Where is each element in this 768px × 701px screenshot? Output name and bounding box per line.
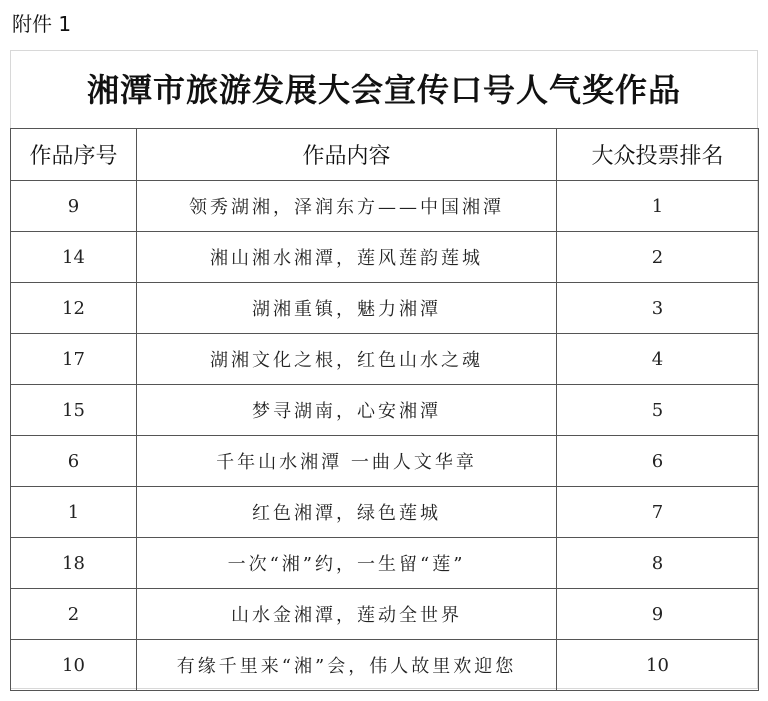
- table-row: [11, 232, 759, 283]
- cell-work-content: 湖湘文化之根，红色山水之魂: [137, 334, 557, 385]
- cell-work-number: 14: [11, 232, 137, 283]
- table-row: [11, 436, 759, 487]
- table-header-row: [11, 129, 759, 181]
- table-row: [11, 487, 759, 538]
- cell-work-content: 一次“湘”约，一生留“莲”: [137, 538, 557, 589]
- cell-vote-rank: 8: [557, 538, 759, 589]
- cell-vote-rank: 5: [557, 385, 759, 436]
- table-row: [11, 283, 759, 334]
- table-row: [11, 181, 759, 232]
- cell-vote-rank: 9: [557, 589, 759, 640]
- table-row: [11, 538, 759, 589]
- cell-vote-rank: 1: [557, 181, 759, 232]
- cell-vote-rank: 4: [557, 334, 759, 385]
- cell-vote-rank: 2: [557, 232, 759, 283]
- header-work-number: 作品序号: [11, 129, 137, 181]
- cell-work-number: 12: [11, 283, 137, 334]
- cell-work-number: 15: [11, 385, 137, 436]
- cell-work-number: 17: [11, 334, 137, 385]
- cell-vote-rank: 6: [557, 436, 759, 487]
- cell-work-content: 千年山水湘潭 一曲人文华章: [137, 436, 557, 487]
- cell-work-content: 红色湘潭，绿色莲城: [137, 487, 557, 538]
- table-row: [11, 385, 759, 436]
- cell-work-number: 18: [11, 538, 137, 589]
- attachment-label: 附件 1: [12, 12, 72, 36]
- document-title: 湘潭市旅游发展大会宣传口号人气奖作品: [86, 71, 681, 109]
- cell-work-content: 湘山湘水湘潭，莲风莲韵莲城: [137, 232, 557, 283]
- cell-vote-rank: 7: [557, 487, 759, 538]
- cell-work-number: 2: [11, 589, 137, 640]
- cell-work-number: 10: [11, 640, 137, 691]
- table-row: [11, 640, 759, 691]
- cell-work-content: 有缘千里来“湘”会，伟人故里欢迎您: [137, 640, 557, 691]
- table-row: [11, 589, 759, 640]
- header-work-content: 作品内容: [137, 129, 557, 181]
- table-row: [11, 334, 759, 385]
- header-vote-rank: 大众投票排名: [557, 129, 759, 181]
- cell-work-number: 6: [11, 436, 137, 487]
- cell-vote-rank: 10: [557, 640, 759, 691]
- cell-work-number: 1: [11, 487, 137, 538]
- cell-work-content: 梦寻湖南，心安湘潭: [137, 385, 557, 436]
- cell-work-number: 9: [11, 181, 137, 232]
- slogan-table: [10, 128, 759, 691]
- cell-work-content: 湖湘重镇，魅力湘潭: [137, 283, 557, 334]
- cell-work-content: 领秀湖湘，泽润东方——中国湘潭: [137, 181, 557, 232]
- cell-vote-rank: 3: [557, 283, 759, 334]
- cell-work-content: 山水金湘潭，莲动全世界: [137, 589, 557, 640]
